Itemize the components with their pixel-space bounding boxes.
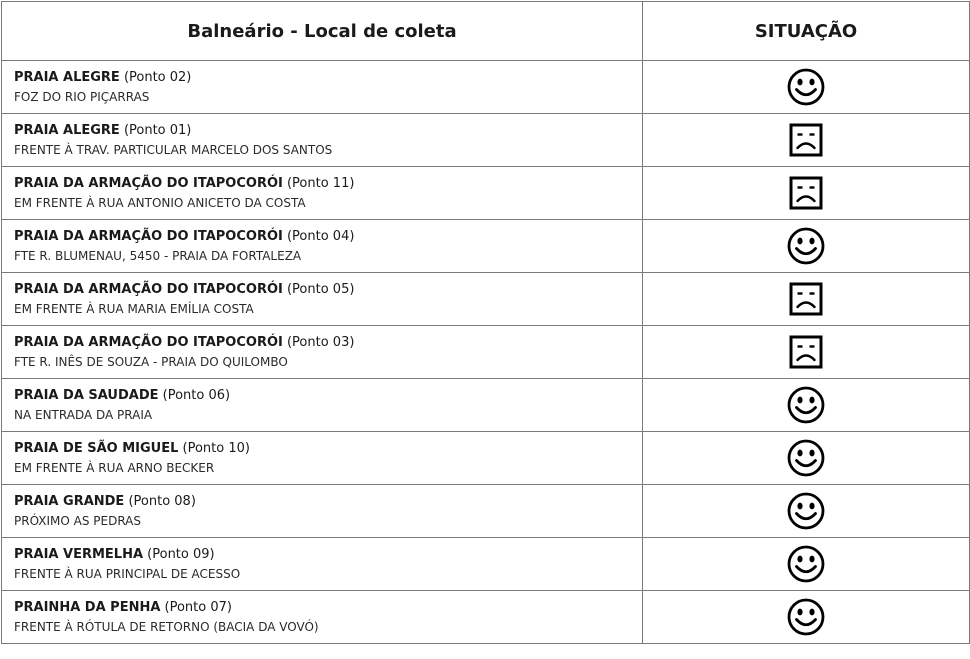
beach-title-line [14,493,630,510]
collection-location: FRENTE À RUA PRINCIPAL DE ACESSO [14,566,241,581]
beach-title-line [14,387,630,404]
collection-location: FRENTE À TRAV. PARTICULAR MARCELO DOS SANTOS [14,142,333,157]
location-cell [2,167,643,220]
status-cell [643,114,970,167]
location-cell [2,379,643,432]
beach-title-line [14,599,630,616]
collection-location: FTE R. BLUMENAU, 5450 - PRAIA DA FORTALEZA [14,248,302,263]
point-label: (Ponto 10) [178,440,250,456]
status-cell [643,432,970,485]
location-cell [2,220,643,273]
table-row [2,273,970,326]
table-row [2,167,970,220]
location-cell [2,432,643,485]
beach-name: PRAIA VERMELHA [14,546,144,562]
table-row [2,326,970,379]
location-cell [2,61,643,114]
location-cell [2,273,643,326]
beach-name: PRAIA ALEGRE [14,69,120,85]
sad-face-icon [786,332,826,372]
collection-location: NA ENTRADA DA PRAIA [14,407,153,422]
status-cell [643,379,970,432]
sad-face-icon [786,279,826,319]
collection-location: EM FRENTE À RUA ARNO BECKER [14,460,215,475]
table-row [2,591,970,644]
status-cell [643,167,970,220]
beach-title-line [14,281,630,298]
collection-location: FRENTE À RÓTULA DE RETORNO (BACIA DA VOVÓ) [14,619,319,634]
table-row [2,114,970,167]
collection-location: PRÓXIMO AS PEDRAS [14,513,142,528]
status-cell [643,538,970,591]
point-label: (Ponto 03) [282,334,355,350]
sad-face-icon [786,120,826,160]
smiley-icon [786,491,826,531]
smiley-icon [786,226,826,266]
beach-title-line [14,122,630,139]
sad-face-icon [786,173,826,213]
table-row [2,538,970,591]
location-cell [2,485,643,538]
status-cell [643,61,970,114]
collection-location: EM FRENTE À RUA ANTONIO ANICETO DA COSTA [14,195,306,210]
beach-title-line [14,334,630,351]
table-row [2,432,970,485]
beach-name: PRAIA DA SAUDADE [14,387,159,403]
collection-location: EM FRENTE À RUA MARIA EMÍLIA COSTA [14,301,254,316]
beach-name: PRAIA ALEGRE [14,122,120,138]
table-row [2,379,970,432]
beach-title-line [14,69,630,86]
status-cell [643,591,970,644]
location-cell [2,538,643,591]
table-row [2,220,970,273]
table-row [2,61,970,114]
point-label: (Ponto 02) [119,69,192,85]
point-label: (Ponto 01) [119,122,192,138]
status-cell [643,326,970,379]
smiley-icon [786,438,826,478]
point-label: (Ponto 07) [160,599,232,615]
beach-title-line [14,228,630,245]
beach-title-line [14,440,630,457]
location-cell [2,591,643,644]
smiley-icon [786,67,826,107]
point-label: (Ponto 08) [124,493,196,509]
location-cell [2,326,643,379]
beach-name: PRAIA GRANDE [14,493,125,509]
table-header-row [2,2,970,61]
collection-location: FTE R. INÊS DE SOUZA - PRAIA DO QUILOMBO [14,354,288,369]
location-column-header: Balneário - Local de coleta [2,2,643,61]
point-label: (Ponto 05) [282,281,355,297]
point-label: (Ponto 06) [158,387,231,403]
beach-name: PRAIA DA ARMAÇÃO DO ITAPOCORÓI [14,175,283,191]
beach-title-line [14,546,630,563]
collection-location: FOZ DO RIO PIÇARRAS [14,89,150,104]
status-column-header: SITUAÇÃO [643,2,970,61]
beach-name: PRAINHA DA PENHA [14,599,161,615]
smiley-icon [786,597,826,637]
beach-name: PRAIA DA ARMAÇÃO DO ITAPOCORÓI [14,334,283,350]
status-cell [643,485,970,538]
smiley-icon [786,385,826,425]
beach-name: PRAIA DE SÃO MIGUEL [14,440,179,456]
table-row [2,485,970,538]
point-label: (Ponto 11) [282,175,355,191]
status-cell [643,220,970,273]
beach-name: PRAIA DA ARMAÇÃO DO ITAPOCORÓI [14,281,283,297]
status-cell [643,273,970,326]
beach-title-line [14,175,630,192]
point-label: (Ponto 04) [282,228,355,244]
beach-quality-table [1,1,970,644]
smiley-icon [786,544,826,584]
beach-name: PRAIA DA ARMAÇÃO DO ITAPOCORÓI [14,228,283,244]
location-cell [2,114,643,167]
point-label: (Ponto 09) [143,546,215,562]
